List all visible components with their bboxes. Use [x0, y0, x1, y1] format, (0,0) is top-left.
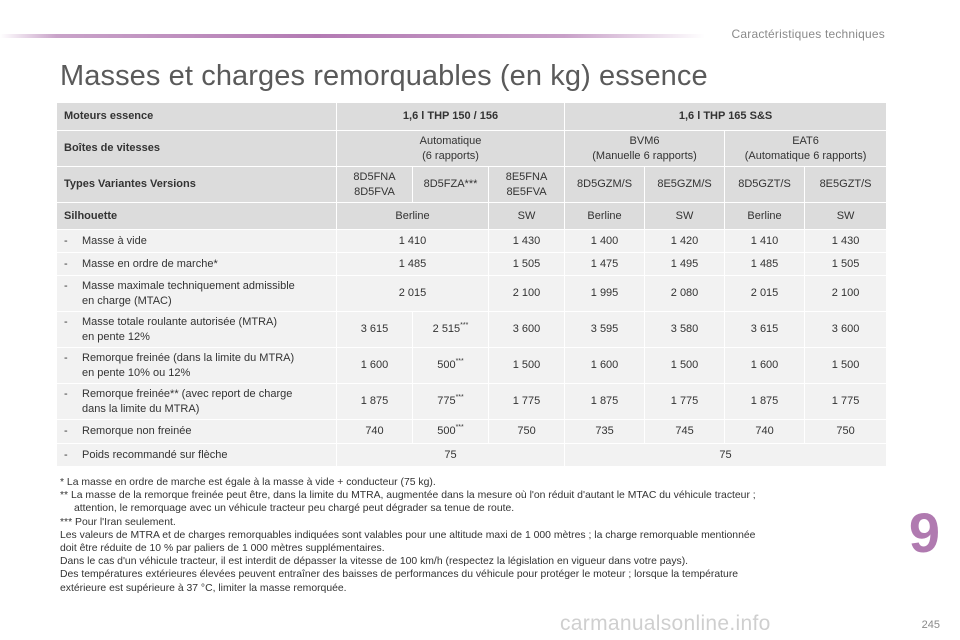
- type-code: 8E5FVA: [506, 185, 547, 198]
- type-code: 8D5FVA: [354, 185, 395, 198]
- table-cell: 75: [337, 444, 565, 467]
- row-label-line2: en pente 10% ou 12%: [82, 366, 191, 379]
- header-accent-bar: [0, 34, 705, 38]
- type-code: 8D5FNA: [353, 170, 396, 183]
- silhouette-cell: Berline: [565, 203, 645, 230]
- table-row: [57, 420, 887, 444]
- table-cell: 3 600: [805, 312, 887, 348]
- table-cell: 3 600: [489, 312, 565, 348]
- cell-value: 775: [437, 395, 456, 407]
- dash: -: [64, 315, 68, 328]
- footnote: Dans le cas d'un véhicule tracteur, il est interdit de dépasser la vitesse de 100 km/h (respectez la législation en vigueur dans votre pays).: [60, 556, 689, 568]
- row-label: [57, 384, 337, 420]
- table-cell: 1 430: [805, 230, 887, 253]
- dash: -: [64, 351, 68, 364]
- cell-value: 500: [437, 425, 456, 437]
- row-label-line2: en pente 12%: [82, 330, 150, 343]
- gearbox-eat-line1: EAT6: [792, 134, 819, 147]
- table-cell: 735: [565, 420, 645, 444]
- footnote-marker: ***: [455, 358, 464, 365]
- table-row: [57, 230, 887, 253]
- footnote: ** La masse de la remorque freinée peut être, dans la limite du MTRA, augmentée dans la mesure où l'on réduit d'autant le MTAC du véhicule tracteur ;: [60, 490, 756, 502]
- engine-1: 1,6 l THP 150 / 156: [337, 103, 565, 131]
- row-label: [57, 253, 337, 276]
- page-number: 245: [921, 619, 940, 631]
- table-cell: 1 600: [565, 348, 645, 384]
- table-cell: 740: [725, 420, 805, 444]
- table-cell: 1 775: [489, 384, 565, 420]
- type-cell: 8D5FZA***: [413, 167, 489, 203]
- table-cell: 1 600: [725, 348, 805, 384]
- row-label-line2: en charge (MTAC): [82, 294, 172, 307]
- table-row: [57, 444, 887, 467]
- row-label-line1: Remorque freinée** (avec report de charge: [82, 387, 293, 400]
- table-cell: 3 595: [565, 312, 645, 348]
- table-row: [57, 276, 887, 312]
- table-cell: 3 615: [725, 312, 805, 348]
- row-label: [57, 348, 337, 384]
- row-label-text: Poids recommandé sur flèche: [82, 448, 228, 461]
- engines-label: Moteurs essence: [57, 103, 337, 131]
- table-cell: [413, 384, 489, 420]
- table-cell: 2 015: [337, 276, 489, 312]
- footnote: doit être réduite de 10 % par paliers de 1 000 mètres supplémentaires.: [60, 543, 385, 555]
- watermark: carmanualsonline.info: [560, 612, 771, 635]
- chapter-title: Caractéristiques techniques: [731, 27, 885, 41]
- type-cell: 8D5GZM/S: [565, 167, 645, 203]
- row-label-text: [82, 351, 327, 381]
- silhouette-label: Silhouette: [57, 203, 337, 230]
- row-label-text: [82, 279, 327, 309]
- type-code: 8E5FNA: [505, 170, 548, 183]
- table-row: [57, 253, 887, 276]
- engine-2: 1,6 l THP 165 S&S: [565, 103, 887, 131]
- row-label-line1: Masse maximale techniquement admissible: [82, 279, 295, 292]
- type-cell: [489, 167, 565, 203]
- table-cell: 1 475: [565, 253, 645, 276]
- row-label: [57, 420, 337, 444]
- row-label-line1: Masse totale roulante autorisée (MTRA): [82, 315, 278, 328]
- table-cell: 1 500: [645, 348, 725, 384]
- row-label: [57, 230, 337, 253]
- footnote: Des températures extérieures élevées peuvent entraîner des baisses de performances du véhicule pour protéger le moteur ; lorsque la température: [60, 569, 739, 581]
- table-cell: 1 420: [645, 230, 725, 253]
- gearbox-auto-line2: (6 rapports): [422, 149, 479, 162]
- table-cell: 1 875: [725, 384, 805, 420]
- dash: -: [64, 448, 68, 461]
- gearbox-row: [57, 131, 887, 167]
- gearbox-auto-line1: Automatique: [419, 134, 482, 147]
- table-cell: 1 775: [645, 384, 725, 420]
- table-cell: 1 410: [337, 230, 489, 253]
- table-cell: 750: [805, 420, 887, 444]
- table-cell: 2 100: [805, 276, 887, 312]
- footnote-marker: ***: [460, 322, 469, 329]
- cell-value: 500: [437, 359, 456, 371]
- dash: -: [64, 234, 68, 247]
- gearbox-bvm: [565, 131, 725, 167]
- table-cell: 75: [565, 444, 887, 467]
- table-cell: 1 485: [725, 253, 805, 276]
- row-label-line1: Remorque freinée (dans la limite du MTRA): [82, 351, 295, 364]
- row-label-text: Remorque non freinée: [82, 425, 192, 437]
- table-cell: 1 430: [489, 230, 565, 253]
- table-cell: 2 080: [645, 276, 725, 312]
- types-label: Types Variantes Versions: [57, 167, 337, 203]
- table-row: [57, 312, 887, 348]
- table-cell: 1 600: [337, 348, 413, 384]
- table-cell: 1 505: [805, 253, 887, 276]
- table-cell: 1 775: [805, 384, 887, 420]
- type-cell: 8D5GZT/S: [725, 167, 805, 203]
- table-row: [57, 348, 887, 384]
- footnote: * La masse en ordre de marche est égale à la masse à vide + conducteur (75 kg).: [60, 477, 436, 488]
- footnote: extérieure est supérieure à 37 °C, limiter la masse remorquée.: [60, 582, 347, 594]
- table-cell: 1 500: [489, 348, 565, 384]
- footnote: attention, le remorquage avec un véhicule tracteur peu chargé peut dégrader sa tenue de route.: [74, 503, 515, 515]
- table-cell: 2 015: [725, 276, 805, 312]
- footnotes: [60, 476, 890, 595]
- gearbox-label: Boîtes de vitesses: [57, 131, 337, 167]
- engines-row: [57, 103, 887, 131]
- table-cell: 1 505: [489, 253, 565, 276]
- row-label-text: Masse à vide: [82, 234, 147, 247]
- table-cell: 3 615: [337, 312, 413, 348]
- table-cell: 750: [489, 420, 565, 444]
- type-cell: 8E5GZM/S: [645, 167, 725, 203]
- table-cell: 1 500: [805, 348, 887, 384]
- table-cell: 2 100: [489, 276, 565, 312]
- type-cell: [337, 167, 413, 203]
- silhouette-cell: Berline: [337, 203, 489, 230]
- row-label-text: [82, 387, 327, 417]
- dash: -: [64, 425, 68, 437]
- row-label-text: [82, 315, 327, 345]
- table-cell: 1 495: [645, 253, 725, 276]
- silhouette-cell: SW: [645, 203, 725, 230]
- types-row: [57, 167, 887, 203]
- row-label: [57, 312, 337, 348]
- dash: -: [64, 387, 68, 400]
- row-label: [57, 276, 337, 312]
- page-title: Masses et charges remorquables (en kg) essence: [60, 60, 708, 92]
- table-cell: 1 400: [565, 230, 645, 253]
- footnote-marker: ***: [455, 424, 464, 431]
- table-cell: 1 875: [337, 384, 413, 420]
- gearbox-eat-line2: (Automatique 6 rapports): [744, 149, 867, 162]
- footnote: *** Pour l'Iran seulement.: [60, 516, 176, 528]
- silhouette-cell: Berline: [725, 203, 805, 230]
- silhouette-cell: SW: [489, 203, 565, 230]
- gearbox-bvm-line1: BVM6: [629, 134, 660, 147]
- table-cell: [413, 420, 489, 444]
- silhouette-cell: SW: [805, 203, 887, 230]
- gearbox-eat: [725, 131, 887, 167]
- footnote-marker: ***: [455, 394, 464, 401]
- table-cell: [413, 312, 489, 348]
- table-cell: 1 485: [337, 253, 489, 276]
- table-cell: 1 875: [565, 384, 645, 420]
- footnote: Les valeurs de MTRA et de charges remorquables indiquées sont valables pour une altitude maxi de 1 000 mètres ; la charge remorquable mentionnée: [60, 529, 756, 541]
- chapter-number: 9: [908, 501, 940, 564]
- table-cell: [413, 348, 489, 384]
- type-cell: 8E5GZT/S: [805, 167, 887, 203]
- gearbox-auto: [337, 131, 565, 167]
- silhouette-row: [57, 203, 887, 230]
- row-label-line2: dans la limite du MTRA): [82, 402, 200, 415]
- table-row: [57, 384, 887, 420]
- table-cell: 740: [337, 420, 413, 444]
- cell-value: 2 515: [432, 323, 461, 335]
- table-cell: 3 580: [645, 312, 725, 348]
- weights-table: [56, 102, 887, 467]
- row-label: [57, 444, 337, 467]
- dash: -: [64, 279, 68, 292]
- gearbox-bvm-line2: (Manuelle 6 rapports): [592, 149, 697, 162]
- dash: -: [64, 257, 68, 270]
- table-cell: 1 995: [565, 276, 645, 312]
- row-label-text: Masse en ordre de marche*: [82, 257, 218, 270]
- table-cell: 1 410: [725, 230, 805, 253]
- table-cell: 745: [645, 420, 725, 444]
